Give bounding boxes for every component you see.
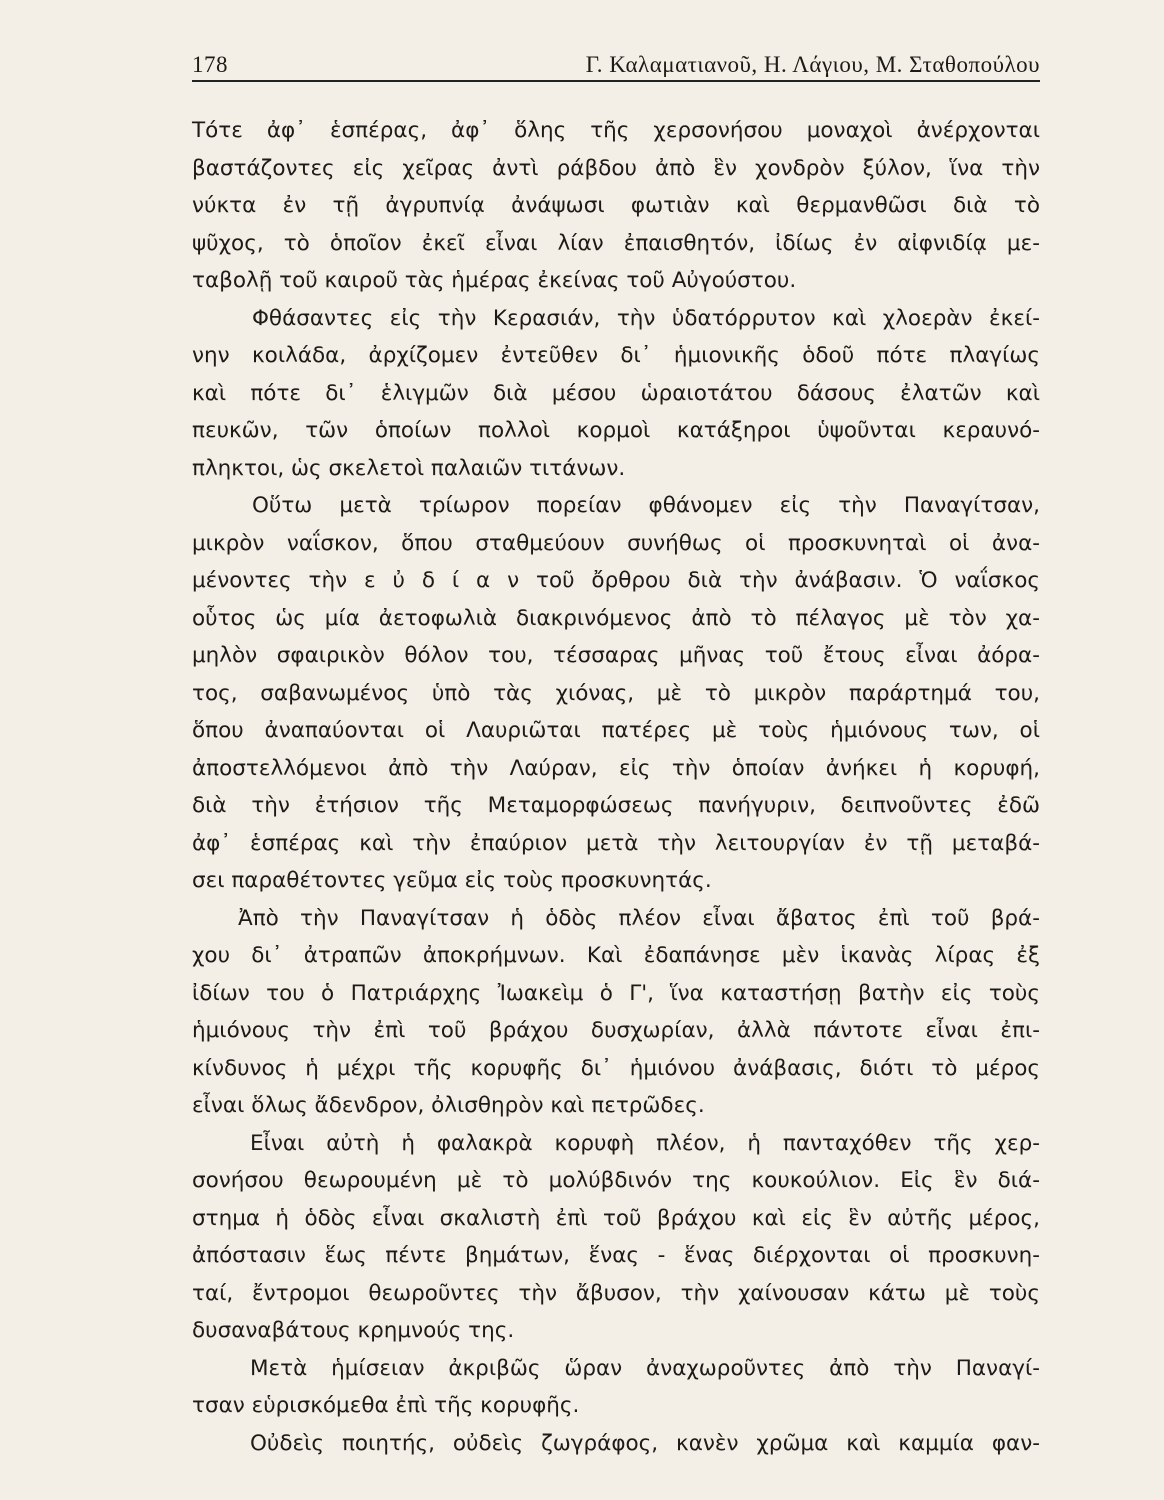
text-line: νύκτα ἐν τῇ ἀγρυπνίᾳ ἀνάψωσι φωτιὰν καὶ θερμανθῶσι διὰ τὸ <box>192 193 1040 218</box>
text-line: Οὐδεὶς ποιητής, οὐδεὶς ζωγράφος, κανὲν χρῶμα καὶ καμμία φαν- <box>250 1430 1040 1456</box>
text-line: μηλὸν σφαιρικὸν θόλον του, τέσσαρας μῆνας τοῦ ἔτους εἶναι ἀόρα- <box>192 643 1040 668</box>
text-line: διὰ τὴν ἐτήσιον τῆς Μεταμορφώσεως πανήγυριν, δειπνοῦντες ἐδῶ <box>192 793 1040 818</box>
text-line: ψῦχος, τὸ ὁποῖον ἐκεῖ εἶναι λίαν ἐπαισθητόν, ἰδίως ἐν αἰφνιδίᾳ με- <box>192 230 1040 256</box>
text-line: νην κοιλάδα, ἀρχίζομεν ἐντεῦθεν δι᾿ ἡμιονικῆς ὁδοῦ πότε πλαγίως <box>192 343 1040 368</box>
running-title: Γ. Καλαματιανοῦ, Η. Λάγιου, Μ. Σταθοπούλου <box>585 52 1040 77</box>
text-line: στημα ἡ ὁδὸς εἶναι σκαλιστὴ ἐπὶ τοῦ βράχου καὶ εἰς ἓν αὐτῆς μέρος, <box>192 1205 1040 1231</box>
text-line: σει παραθέτοντες γεῦμα εἰς τοὺς προσκυνητάς. <box>192 868 712 893</box>
text-line: ὅπου ἀναπαύονται οἱ Λαυριῶται πατέρες μὲ τοὺς ἡμιόνους των, οἱ <box>192 718 1040 743</box>
header-rule <box>192 80 1040 82</box>
text-line: βαστάζοντες εἰς χεῖρας ἀντὶ ράβδου ἀπὸ ἓν χονδρὸν ξύλον, ἵνα τὴν <box>192 155 1040 181</box>
text-line: σονήσου θεωρουμένη μὲ τὸ μολύβδινόν της κουκούλιον. Εἰς ἓν διά- <box>192 1168 1040 1193</box>
text-line: κίνδυνος ἡ μέχρι τῆς κορυφῆς δι᾿ ἡμιόνου ἀνάβασις, διότι τὸ μέρος <box>192 1055 1040 1081</box>
text-line: πευκῶν, τῶν ὁποίων πολλοὶ κορμοὶ κατάξηροι ὑψοῦνται κεραυνό- <box>192 418 1040 443</box>
text-line: ἡμιόνους τὴν ἐπὶ τοῦ βράχου δυσχωρίαν, ἀλλὰ πάντοτε εἶναι ἐπι- <box>192 1018 1040 1043</box>
text-line: δυσαναβάτους κρημνούς της. <box>192 1318 515 1343</box>
text-line: Μετὰ ἡμίσειαν ἀκριβῶς ὥραν ἀναχωροῦντες ἀπὸ τὴν Παναγί- <box>250 1355 1040 1381</box>
text-line: ἰδίων του ὁ Πατριάρχης Ἰωακεὶμ ὁ Γ', ἵνα καταστήσῃ βατὴν εἰς τοὺς <box>192 980 1040 1006</box>
text-line: τσαν εὑρισκόμεθα ἐπὶ τῆς κορυφῆς. <box>192 1393 580 1418</box>
text-line: Φθάσαντες εἰς τὴν Κερασιάν, τὴν ὑδατόρρυτον καὶ χλοερὰν ἐκεί- <box>252 305 1040 331</box>
text-line: μικρὸν ναΐσκον, ὅπου σταθμεύουν συνήθως οἱ προσκυνηταὶ οἱ ἀνα- <box>192 530 1040 556</box>
text-line: καὶ πότε δι᾿ ἑλιγμῶν διὰ μέσου ὡραιοτάτου δάσους ἐλατῶν καὶ <box>192 380 1040 406</box>
text-line: τος, σαβανωμένος ὑπὸ τὰς χιόνας, μὲ τὸ μικρὸν παράρτημά του, <box>192 680 1040 706</box>
text-line: πληκτοι, ὡς σκελετοὶ παλαιῶν τιτάνων. <box>192 455 626 481</box>
page-number: 178 <box>192 52 228 77</box>
text-line: οὗτος ὡς μία ἀετοφωλιὰ διακρινόμενος ἀπὸ τὸ πέλαγος μὲ τὸν χα- <box>192 605 1040 631</box>
text-line: Ἀπὸ τὴν Παναγίτσαν ἡ ὁδὸς πλέον εἶναι ἄβατος ἐπὶ τοῦ βρά- <box>238 905 1040 931</box>
text-line: ταί, ἔντρομοι θεωροῦντες τὴν ἄβυσον, τὴν χαίνουσαν κάτω μὲ τοὺς <box>192 1280 1040 1306</box>
text-line: μένοντες τὴν ε ὐ δ ί α ν τοῦ ὄρθρου διὰ τὴν ἀνάβασιν. Ὁ ναΐσκος <box>192 568 1040 593</box>
body-text <box>192 112 1040 1462</box>
text-line: ταβολῇ τοῦ καιροῦ τὰς ἡμέρας ἐκείνας τοῦ Αὐγούστου. <box>192 268 797 293</box>
running-header <box>192 40 1040 78</box>
text-line: ἀφ᾿ ἑσπέρας καὶ τὴν ἐπαύριον μετὰ τὴν λειτουργίαν ἐν τῇ μεταβά- <box>192 830 1040 856</box>
text-line: εἶναι ὅλως ἄδενδρον, ὀλισθηρὸν καὶ πετρῶδες. <box>192 1093 705 1118</box>
text-line: Οὕτω μετὰ τρίωρον πορείαν φθάνομεν εἰς τὴν Παναγίτσαν, <box>252 493 1040 518</box>
text-line: Τότε ἀφ᾿ ἑσπέρας, ἀφ᾿ ὅλης τῆς χερσονήσου μοναχοὶ ἀνέρχονται <box>192 118 1040 143</box>
text-line: χου δι᾿ ἀτραπῶν ἀποκρήμνων. Καὶ ἐδαπάνησε μὲν ἱκανὰς λίρας ἐξ <box>192 943 1040 968</box>
text-line: ἀπόστασιν ἕως πέντε βημάτων, ἕνας - ἕνας διέρχονται οἱ προσκυνη- <box>192 1243 1040 1268</box>
text-line: ἀποστελλόμενοι ἀπὸ τὴν Λαύραν, εἰς τὴν ὁποίαν ἀνήκει ἡ κορυφή, <box>192 755 1040 781</box>
text-line: Εἶναι αὐτὴ ἡ φαλακρὰ κορυφὴ πλέον, ἡ πανταχόθεν τῆς χερ- <box>250 1130 1040 1156</box>
